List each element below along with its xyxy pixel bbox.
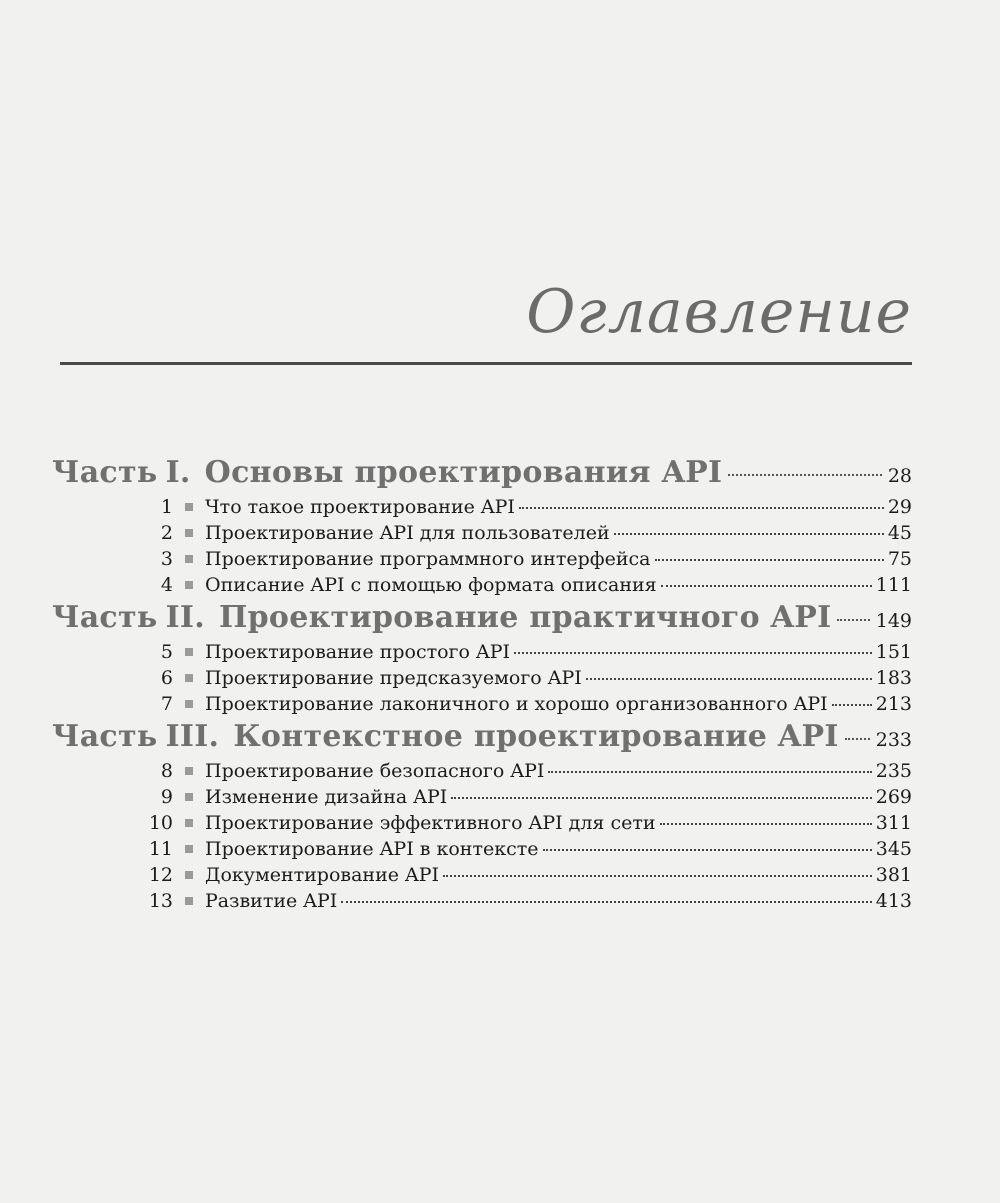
dot-leader bbox=[837, 619, 869, 621]
square-bullet-icon bbox=[185, 845, 193, 853]
part-label: Часть bbox=[52, 455, 158, 490]
dot-leader bbox=[660, 823, 872, 825]
chapter-title: Проектирование эффективного API для сети bbox=[205, 812, 656, 834]
toc-part-section bbox=[52, 600, 912, 719]
chapter-number: 7 bbox=[160, 693, 173, 715]
part-label: Часть bbox=[52, 719, 158, 754]
part-number: I. bbox=[165, 455, 191, 490]
part-title: Основы проектирования API bbox=[204, 455, 723, 490]
chapter-title: Проектирование API в контексте bbox=[205, 838, 539, 860]
chapter-entry[interactable] bbox=[145, 548, 912, 574]
chapter-number: 3 bbox=[160, 548, 173, 570]
chapter-page-number: 235 bbox=[875, 760, 912, 782]
dot-leader bbox=[728, 474, 881, 476]
chapter-title: Изменение дизайна API bbox=[205, 786, 448, 808]
chapter-entry[interactable] bbox=[145, 667, 912, 693]
chapter-page-number: 29 bbox=[887, 496, 912, 518]
chapter-list bbox=[52, 760, 912, 916]
chapter-list bbox=[52, 641, 912, 719]
chapter-entry[interactable] bbox=[145, 641, 912, 667]
square-bullet-icon bbox=[185, 793, 193, 801]
chapter-page-number: 345 bbox=[875, 838, 912, 860]
part-title: Проектирование практичного API bbox=[218, 600, 832, 635]
square-bullet-icon bbox=[185, 674, 193, 682]
toc-part-heading[interactable] bbox=[52, 600, 912, 635]
chapter-title: Проектирование простого API bbox=[205, 641, 511, 663]
square-bullet-icon bbox=[185, 555, 193, 563]
chapter-entry[interactable] bbox=[145, 838, 912, 864]
chapter-entry[interactable] bbox=[145, 496, 912, 522]
chapter-number: 11 bbox=[148, 838, 173, 860]
square-bullet-icon bbox=[185, 503, 193, 511]
chapter-number: 10 bbox=[148, 812, 173, 834]
chapter-page-number: 311 bbox=[875, 812, 912, 834]
dot-leader bbox=[443, 875, 872, 877]
toc-part-heading[interactable] bbox=[52, 455, 912, 490]
toc-part-heading[interactable] bbox=[52, 719, 912, 754]
dot-leader bbox=[341, 901, 871, 903]
chapter-entry[interactable] bbox=[145, 574, 912, 600]
dot-leader bbox=[845, 738, 870, 740]
chapter-page-number: 183 bbox=[875, 667, 912, 689]
chapter-entry[interactable] bbox=[145, 693, 912, 719]
dot-leader bbox=[451, 797, 872, 799]
chapter-list bbox=[52, 496, 912, 600]
chapter-entry[interactable] bbox=[145, 760, 912, 786]
square-bullet-icon bbox=[185, 897, 193, 905]
square-bullet-icon bbox=[185, 648, 193, 656]
square-bullet-icon bbox=[185, 581, 193, 589]
chapter-title: Проектирование API для пользователей bbox=[205, 522, 610, 544]
square-bullet-icon bbox=[185, 871, 193, 879]
chapter-page-number: 151 bbox=[875, 641, 912, 663]
part-page-number: 233 bbox=[875, 729, 912, 751]
chapter-number: 1 bbox=[160, 496, 173, 518]
toc-part-section bbox=[52, 719, 912, 916]
chapter-title: Проектирование лаконичного и хорошо организованного API bbox=[205, 693, 828, 715]
chapter-number: 12 bbox=[148, 864, 173, 886]
square-bullet-icon bbox=[185, 529, 193, 537]
dot-leader bbox=[586, 678, 872, 680]
page-title: Оглавление bbox=[526, 277, 912, 347]
chapter-title: Описание API с помощью формата описания bbox=[205, 574, 657, 596]
chapter-number: 2 bbox=[160, 522, 173, 544]
dot-leader bbox=[832, 704, 872, 706]
chapter-entry[interactable] bbox=[145, 786, 912, 812]
chapter-number: 4 bbox=[160, 574, 173, 596]
table-of-contents bbox=[52, 455, 912, 916]
part-page-number: 149 bbox=[875, 610, 912, 632]
chapter-page-number: 413 bbox=[875, 890, 912, 912]
chapter-title: Документирование API bbox=[205, 864, 440, 886]
dot-leader bbox=[548, 771, 871, 773]
square-bullet-icon bbox=[185, 700, 193, 708]
chapter-page-number: 45 bbox=[887, 522, 912, 544]
chapter-title: Проектирование программного интерфейса bbox=[205, 548, 651, 570]
chapter-page-number: 111 bbox=[875, 574, 912, 596]
chapter-page-number: 213 bbox=[875, 693, 912, 715]
square-bullet-icon bbox=[185, 819, 193, 827]
dot-leader bbox=[661, 585, 872, 587]
square-bullet-icon bbox=[185, 767, 193, 775]
part-label: Часть bbox=[52, 600, 158, 635]
chapter-number: 8 bbox=[160, 760, 173, 782]
part-number: III. bbox=[165, 719, 220, 754]
chapter-page-number: 269 bbox=[875, 786, 912, 808]
chapter-entry[interactable] bbox=[145, 522, 912, 548]
dot-leader bbox=[543, 849, 872, 851]
part-number: II. bbox=[165, 600, 205, 635]
chapter-number: 5 bbox=[160, 641, 173, 663]
part-page-number: 28 bbox=[887, 465, 912, 487]
chapter-number: 9 bbox=[160, 786, 173, 808]
chapter-title: Развитие API bbox=[205, 890, 338, 912]
dot-leader bbox=[655, 559, 884, 561]
chapter-number: 13 bbox=[148, 890, 173, 912]
chapter-title: Проектирование безопасного API bbox=[205, 760, 545, 782]
dot-leader bbox=[519, 507, 884, 509]
chapter-number: 6 bbox=[160, 667, 173, 689]
chapter-page-number: 75 bbox=[887, 548, 912, 570]
chapter-entry[interactable] bbox=[145, 812, 912, 838]
title-divider bbox=[60, 362, 912, 365]
chapter-entry[interactable] bbox=[145, 864, 912, 890]
chapter-entry[interactable] bbox=[145, 890, 912, 916]
chapter-title: Что такое проектирование API bbox=[205, 496, 515, 518]
dot-leader bbox=[514, 652, 872, 654]
part-title: Контекстное проектирование API bbox=[233, 719, 839, 754]
toc-part-section bbox=[52, 455, 912, 600]
dot-leader bbox=[614, 533, 884, 535]
chapter-page-number: 381 bbox=[875, 864, 912, 886]
chapter-title: Проектирование предсказуемого API bbox=[205, 667, 582, 689]
